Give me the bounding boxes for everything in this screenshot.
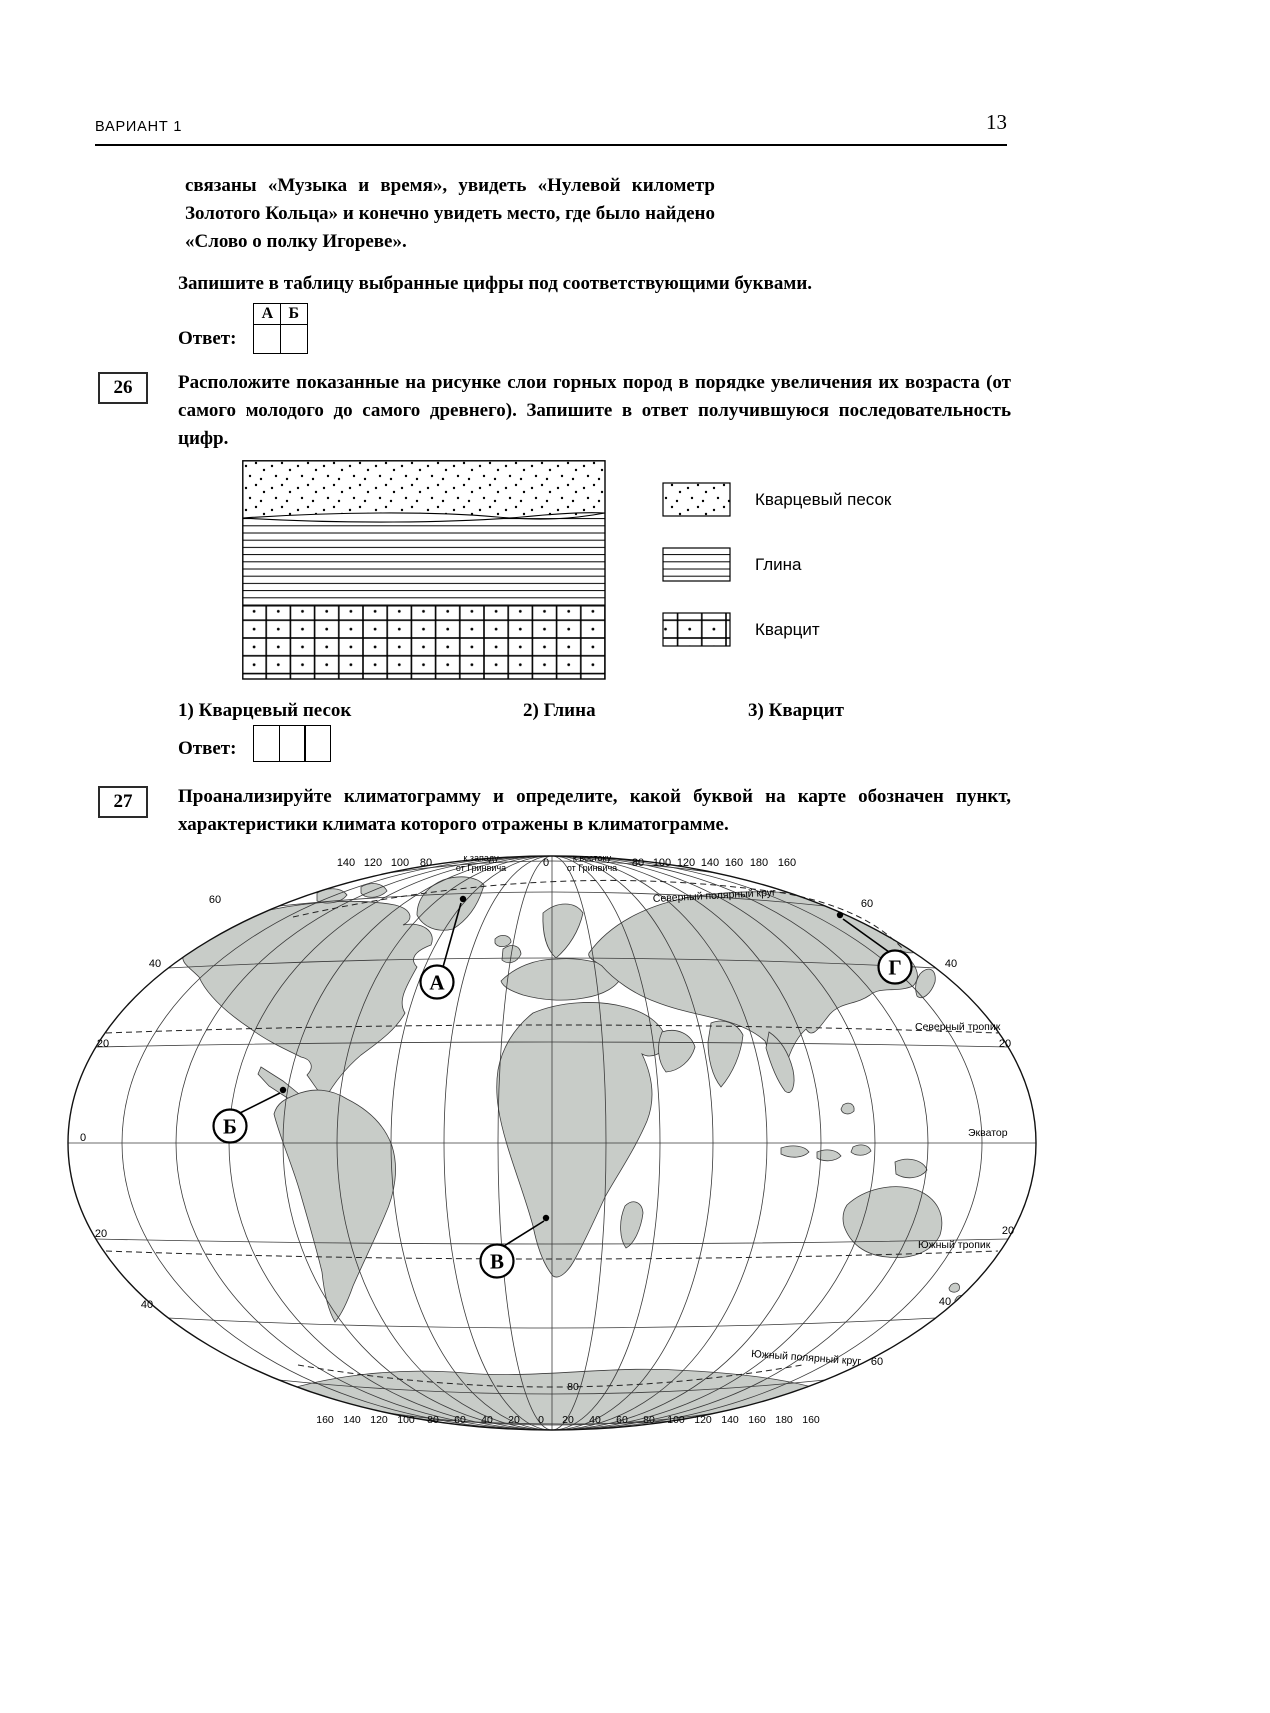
world-map xyxy=(65,853,1040,1433)
continuation-paragraph: связаны «Музыка и время», увидеть «Нулевой километр Золотого Кольца» и конечно увидеть место, где было найдено «Слово о полку Игореве». xyxy=(185,175,715,252)
prime-meridian-label: 0 xyxy=(542,857,550,869)
answer-label-2: Ответ: xyxy=(178,738,237,759)
east-of-greenwich-label2: от Гринвича xyxy=(566,863,618,873)
page-header xyxy=(95,110,1007,146)
legend-swatch-sand xyxy=(663,483,730,516)
point-letter-g: Г xyxy=(888,955,902,980)
answer-header-b: Б xyxy=(280,303,308,325)
map-degree-label: 160 xyxy=(748,1414,766,1426)
map-degree-label: 60 xyxy=(860,898,874,910)
option-2: 2) Глина xyxy=(523,700,596,721)
map-degree-label: 20 xyxy=(96,1038,110,1050)
answer-cell-b xyxy=(280,324,308,354)
legend-label-sand: Кварцевый песок xyxy=(755,490,892,509)
map-degree-label: 120 xyxy=(370,1414,388,1426)
target-dot-b xyxy=(280,1087,286,1093)
map-degree-label: 100 xyxy=(652,857,672,869)
map-degree-label: 140 xyxy=(336,857,356,869)
map-degree-label: 180 xyxy=(749,857,769,869)
west-of-greenwich-label2: от Гринвича xyxy=(455,863,507,873)
map-degree-label: 80 xyxy=(631,857,645,869)
answer-boxes-q26 xyxy=(255,727,331,762)
tropic-of-cancer-label: Северный тропик xyxy=(915,1021,1001,1033)
answer-label-1: Ответ: xyxy=(178,328,237,349)
map-degree-label: 20 xyxy=(508,1414,520,1426)
map-degree-label: 80 xyxy=(419,857,433,869)
map-degree-label: 140 xyxy=(721,1414,739,1426)
map-degree-label: 20 xyxy=(1001,1225,1015,1237)
map-degree-label: 20 xyxy=(998,1038,1012,1050)
answer-box-1 xyxy=(253,725,280,762)
tropic-of-capricorn-label: Южный тропик xyxy=(918,1239,991,1251)
map-degree-label: 160 xyxy=(802,1414,820,1426)
answer-box-3 xyxy=(304,725,331,762)
answer-box-2 xyxy=(279,725,306,762)
map-degree-label: 180 xyxy=(775,1414,793,1426)
map-degree-label: 120 xyxy=(676,857,696,869)
map-degree-label: 160 xyxy=(316,1414,334,1426)
arctic-circle-label: Северный полярный круг xyxy=(652,886,777,905)
map-degree-label: 60 xyxy=(454,1414,466,1426)
variant-label: ВАРИАНТ 1 xyxy=(95,119,183,135)
island-indonesia-3 xyxy=(851,1145,871,1155)
east-of-greenwich-label: к востоку xyxy=(572,853,612,863)
map-degree-label: 40 xyxy=(944,958,958,970)
layer-quartz-sand xyxy=(243,461,605,519)
point-letter-b: Б xyxy=(223,1114,237,1139)
equator-label: Экватор xyxy=(968,1127,1008,1139)
map-degree-label: 0 xyxy=(538,1414,544,1426)
map-degree-label: 80 xyxy=(643,1414,655,1426)
island-iceland xyxy=(495,935,511,946)
map-degree-label: 40 xyxy=(589,1414,601,1426)
answer-cell-a xyxy=(253,324,281,354)
rock-layer-diagram xyxy=(243,461,605,679)
point-letter-v: В xyxy=(489,1249,505,1274)
map-degree-label: 100 xyxy=(390,857,410,869)
west-of-greenwich-label: к западу xyxy=(463,853,499,863)
map-degree-label: 40 xyxy=(140,1299,154,1311)
map-degree-label: 120 xyxy=(694,1414,712,1426)
question-27-number: 27 xyxy=(98,786,148,818)
map-degree-label: 20 xyxy=(562,1414,574,1426)
question-26-number: 26 xyxy=(98,372,148,404)
target-dot-g xyxy=(837,912,843,918)
island-philippines xyxy=(841,1103,854,1114)
answer-header-a: А xyxy=(253,303,281,325)
map-degree-label: 160 xyxy=(777,857,797,869)
point-letter-a: А xyxy=(429,970,445,995)
map-degree-label: 80 xyxy=(427,1414,439,1426)
option-1: 1) Кварцевый песок xyxy=(178,700,352,721)
target-dot-a xyxy=(460,896,466,902)
instruction-text: Запишите в таблицу выбранные цифры под соответствующими буквами. xyxy=(178,273,813,294)
question-26-text: Расположите показанные на рисунке слои горных пород в порядке увеличения их возраста (от самого молодого до самого древнего). Запишите в ответ получившуюся последовательность цифр. xyxy=(178,372,1011,449)
map-degree-label: 40 xyxy=(938,1296,952,1308)
map-degree-label: 40 xyxy=(481,1414,493,1426)
map-degree-label: 60 xyxy=(616,1414,628,1426)
option-3: 3) Кварцит xyxy=(748,700,844,721)
map-degree-label: 20 xyxy=(94,1228,108,1240)
rock-layers-figure xyxy=(242,460,942,682)
layer-quartzite xyxy=(243,606,605,679)
map-degree-label: 80 xyxy=(567,1381,579,1393)
legend-swatch-clay xyxy=(663,548,730,581)
layer-clay xyxy=(243,513,605,606)
map-degree-label: 140 xyxy=(343,1414,361,1426)
answer-table-ab xyxy=(255,305,308,354)
legend-swatch-quartzite xyxy=(663,613,730,646)
map-degree-label: 100 xyxy=(397,1414,415,1426)
map-degree-label: 0 xyxy=(79,1132,87,1144)
figure-legend xyxy=(663,483,892,646)
question-27-text: Проанализируйте климатограмму и определите, какой буквой на карте обозначен пункт, характеристики климата которого отражены в климатограмме. xyxy=(178,786,1011,835)
map-degree-label: 160 xyxy=(724,857,744,869)
legend-label-clay: Глина xyxy=(755,555,802,574)
map-degree-label: 60 xyxy=(208,894,222,906)
page-number: 13 xyxy=(986,110,1007,134)
target-dot-v xyxy=(543,1215,549,1221)
antarctic-circle-label: Южный полярный круг xyxy=(750,1348,862,1368)
map-degree-label: 100 xyxy=(667,1414,685,1426)
map-degree-label: 40 xyxy=(148,958,162,970)
map-degree-label: 120 xyxy=(363,857,383,869)
map-degree-label: 140 xyxy=(700,857,720,869)
map-degree-label: 60 xyxy=(870,1356,884,1368)
legend-label-quartzite: Кварцит xyxy=(755,620,820,639)
